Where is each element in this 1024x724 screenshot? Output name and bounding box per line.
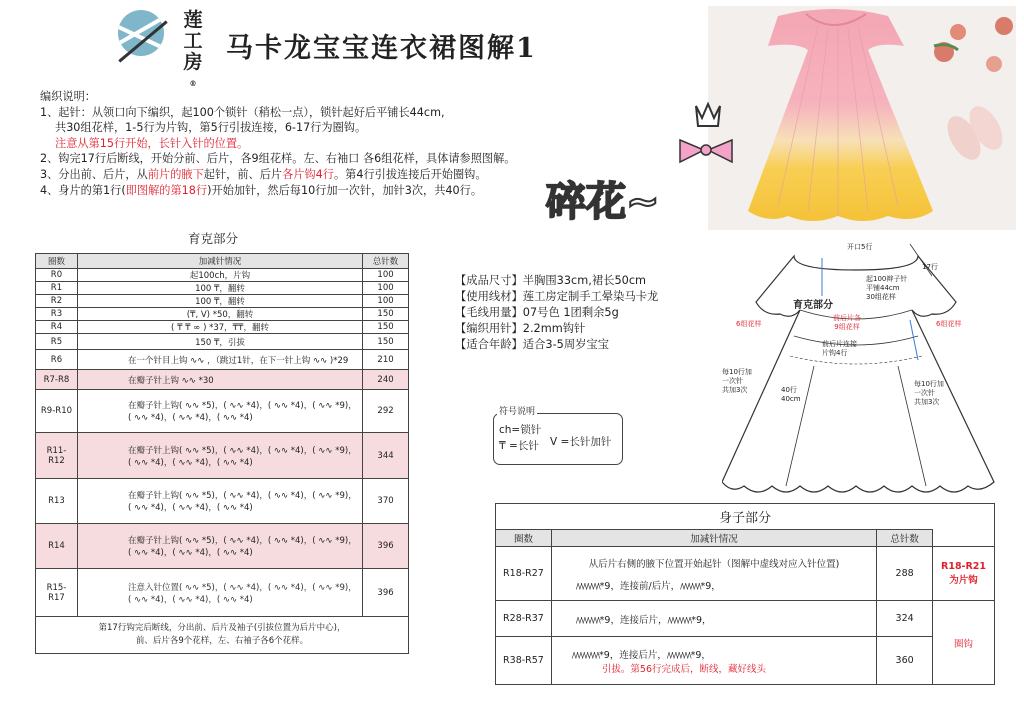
diagram-inc-right-label: 每10行加 一次针 共加3次 [914,380,944,406]
diagram-under-label: 前后片连接 片钩4行 [822,340,857,357]
body-header-note [933,530,995,547]
instructions [40,89,515,198]
body-row-1-round: R18-R27 [496,547,552,601]
body-row-3-total: 360 [877,637,933,685]
body-header-row [496,530,995,547]
instruction-1-note: 注意从第15行开始，长针入针的位置。 [55,136,249,150]
yoke-row-total: 150 [363,308,409,321]
yoke-row-total: 100 [363,269,409,282]
yoke-row-desc: 起100ch，片钩 [77,269,362,282]
dress-photo-illustration [708,6,1016,230]
symbol-legend [493,413,623,465]
yoke-row-round: R5 [36,334,78,350]
yoke-header-desc: 加减针情况 [77,254,362,269]
yoke-header-row [36,254,409,269]
yoke-row [36,269,409,282]
yoke-row-total: 370 [363,479,409,524]
body-row-1-total: 288 [877,547,933,601]
yoke-row [36,569,409,617]
watermark-text: 碎花~ [546,179,660,225]
pattern-info [455,273,658,353]
body-row-2 [496,601,995,637]
yoke-row-desc: 在瓣子针上钩( ∿∿ *5)，( ∿∿ *4)，( ∿∿ *4)，( ∿∿ *9)，( ∿∿ *4)，( ∿∿ *4)，( ∿∿ *4) [77,433,362,479]
stitch-fan-icon: /\/\/\/\/\/\/\ [667,615,692,625]
yoke-row [36,479,409,524]
yoke-row-round: R3 [36,308,78,321]
yoke-row [36,321,409,334]
info-hook: 【编织用针】2.2mm钩针 [455,322,586,335]
yoke-row-desc: 在一个针目上钩 ∿∿ ，（跳过1针，在下一针上钩 ∿∿ )*29 [77,350,362,370]
body-row-1 [496,547,995,601]
logo-text: 莲工房® [183,9,203,88]
yoke-row-total: 396 [363,524,409,569]
instructions-heading: 编织说明： [40,90,96,103]
yoke-row-desc: 100 ₸，翻转 [77,282,362,295]
body-row-3-round: R38-R57 [496,637,552,685]
diagram-open-label: 开口5行 [847,243,873,251]
yoke-row-total: 100 [363,295,409,308]
diagram-inc-left-label: 每10行加 一次针 共加3次 [722,368,752,394]
yoke-row-desc: 100 ₸，翻转 [77,295,362,308]
stitch-fan-icon: /\/\/\/\/\/\/\/\ [571,650,600,660]
yoke-row [36,282,409,295]
yoke-row-desc: (₸, V) *50，翻转 [77,308,362,321]
instruction-4: 4、身片的第1行(即图解的第18行)开始加针，然后每10行加一次针，加针3次，共40行。 [40,183,483,197]
body-row-2-total: 324 [877,601,933,637]
page-title: 马卡龙宝宝连衣裙图解1 [226,33,537,64]
instruction-1: 1、起针：从领口向下编织，起100个锁针（稍松一点），锁针起好后平铺长44cm, [40,105,445,119]
yoke-table [35,253,409,654]
yoke-row-desc: 在瓣子针上钩 ∿∿ *30 [77,370,362,390]
body-row-3-desc: /\/\/\/\/\/\/\/\*9，连接后片，/\/\/\/\/\/\/\*9， 引拔。第56行完成后，断线，藏好线头 [551,637,876,685]
yoke-row-round: R2 [36,295,78,308]
yoke-row-total: 150 [363,321,409,334]
body-row-1-note: R18-R21 为片钩 [933,547,995,601]
diagram-length-label: 40行 40cm [781,386,801,403]
yoke-footer-2: 前、后片各9个花样，左、右袖子各6个花样。 [135,636,309,646]
logo-yarn-ball-icon [118,10,164,56]
instruction-1b: 共30组花样，1-5行为片钩，第5行引拔连接，6-17行为圈钩。 [55,121,367,135]
yoke-row-total: 396 [363,569,409,617]
body-row-2-desc: /\/\/\/\/\/\/\*9，连接后片，/\/\/\/\/\/\/\*9， [551,601,876,637]
stitch-fan-icon: /\/\/\/\/\/\ [680,581,701,591]
symbol-dc: ₸ =长针 [499,440,539,452]
body-title: 身子部分 [718,511,771,526]
yoke-row [36,308,409,321]
diagram-rows17-label: 17行 [922,263,938,271]
yoke-row [36,433,409,479]
yoke-title: 育克部分 [188,231,239,246]
yoke-row [36,390,409,433]
body-row-2-note: 圈钩 [933,601,995,685]
symbol-ch: ch=锁针 [499,424,542,436]
yoke-row-round: R14 [36,524,78,569]
yoke-row-total: 344 [363,433,409,479]
yoke-row [36,295,409,308]
yoke-footer-row [36,617,409,654]
yoke-row-round: R11-R12 [36,433,78,479]
info-size: 【成品尺寸】半胸围33cm,裙长50cm [455,274,647,287]
yoke-row-total: 292 [363,390,409,433]
yoke-row-round: R13 [36,479,78,524]
body-row-3 [496,637,995,685]
dress-photo [708,6,1016,230]
body-header-round: 圈数 [496,530,552,547]
yoke-row-round: R0 [36,269,78,282]
yoke-row-round: R15-R17 [36,569,78,617]
yoke-row-total: 100 [363,282,409,295]
instruction-2: 2、钩完17行后断线，开始分前、后片，各9组花样。左、右袖口 各6组花样，具体请参照图解。 [40,152,516,166]
yoke-row-total: 210 [363,350,409,370]
yoke-row-total: 240 [363,370,409,390]
yoke-row [36,370,409,390]
yoke-row-desc: 在瓣子针上钩( ∿∿ *5)，( ∿∿ *4)，( ∿∿ *4)，( ∿∿ *9)，( ∿∿ *4)，( ∿∿ *4)，( ∿∿ *4) [77,524,362,569]
diagram-left-label: 6组花样 [736,320,762,328]
diagram-front-label: 前后片各 9组花样 [833,314,861,331]
stitch-fan-icon: /\/\/\/\/\/\/\ [666,650,691,660]
body-header-total: 总针数 [877,530,933,547]
body-row-2-round: R28-R37 [496,601,552,637]
yoke-row [36,524,409,569]
info-yarn: 【使用线材】莲工房定制手工晕染马卡龙 [455,290,659,303]
yoke-footer-1: 第17行钩完后断线，分出前、后片及袖子(引拔位置为后片中心)， [98,623,346,633]
yoke-row [36,334,409,350]
symbol-inc: V =长针加针 [550,436,612,448]
info-amount: 【毛线用量】07号色 1团剩余5g [455,306,619,319]
diagram-yoke-label: 育克部分 [793,300,833,311]
yoke-header-total: 总针数 [363,254,409,269]
info-age: 【适合年龄】适合3-5周岁宝宝 [455,338,610,351]
diagram-start-label: 起100辫子针 平铺44cm 30组花样 [866,275,908,301]
yoke-row-total: 150 [363,334,409,350]
yoke-header-round: 圈数 [36,254,78,269]
symbol-legend-title: 符号说明 [497,404,537,417]
body-row-1-desc: 从后片右侧的腋下位置开始起针（图解中虚线对应入针位置) /\/\/\/\/\/\/\*9，连接前/后片，/\/\/\/\/\/\*9， [551,547,876,601]
stitch-fan-icon: /\/\/\/\/\/\/\ [575,615,600,625]
yoke-row-desc: 在瓣子针上钩( ∿∿ *5)，( ∿∿ *4)，( ∿∿ *4)，( ∿∿ *9)，( ∿∿ *4)，( ∿∿ *4)，( ∿∿ *4) [77,390,362,433]
yoke-row-round: R6 [36,350,78,370]
body-table [495,529,995,685]
body-header-desc: 加减针情况 [551,530,876,547]
yoke-row-round: R7-R8 [36,370,78,390]
stitch-fan-icon: /\/\/\/\/\/\/\ [575,581,600,591]
diagram-right-label: 6组花样 [936,320,962,328]
yoke-row-round: R1 [36,282,78,295]
yoke-row-desc: 150 ₸，引拔 [77,334,362,350]
instruction-3: 3、分出前、后片，从前片的腋下起针，前、后片各片钩4行。第4行引拔连接后开始圈钩。 [40,167,487,181]
body-title-box [495,503,995,530]
yoke-row-desc: 注意入针位置( ∿∿ *5)，( ∿∿ *4)，( ∿∿ *4)，( ∿∿ *9)，( ∿∿ *4)，( ∿∿ *4)，( ∿∿ *4) [77,569,362,617]
yoke-row-round: R4 [36,321,78,334]
yoke-row-desc: 在瓣子针上钩( ∿∿ *5)，( ∿∿ *4)，( ∿∿ *4)，( ∿∿ *9)，( ∿∿ *4)，( ∿∿ *4)，( ∿∿ *4) [77,479,362,524]
crown-bow-icon [676,100,736,172]
dress-diagram [722,236,1002,506]
yoke-row [36,350,409,370]
yoke-row-round: R9-R10 [36,390,78,433]
yoke-row-desc: ( ₸ ₸ ∞ ) *37，₸₸，翻转 [77,321,362,334]
